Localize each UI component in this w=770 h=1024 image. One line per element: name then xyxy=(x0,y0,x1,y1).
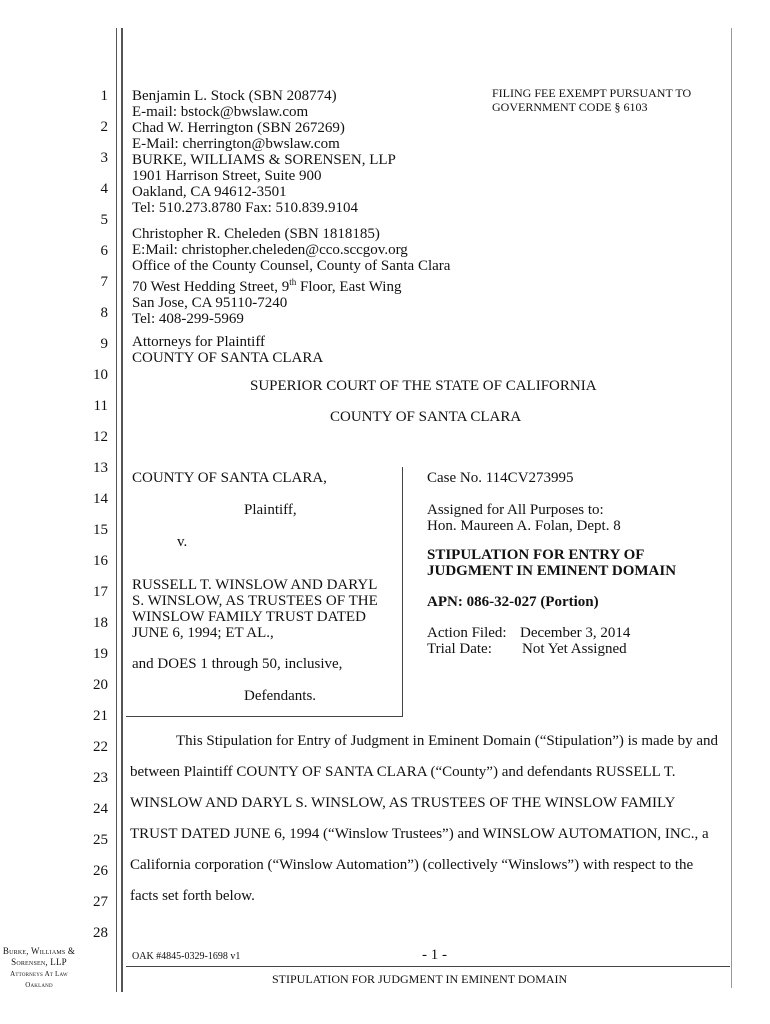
line-number: 20 xyxy=(93,677,108,693)
assigned-judge: Assigned for All Purposes to: Hon. Maureen A. Folan, Dept. 8 xyxy=(427,502,621,534)
line-number: 16 xyxy=(93,553,108,569)
left-margin-double-line xyxy=(116,28,117,992)
caption-vertical-divider xyxy=(402,467,403,717)
line-number: 11 xyxy=(93,398,108,414)
trial-date-value: Not Yet Assigned xyxy=(522,641,627,657)
trial-date-label: Trial Date: xyxy=(427,641,492,657)
footer-title: STIPULATION FOR JUDGMENT IN EMINENT DOMAIN xyxy=(272,972,568,986)
document-title: STIPULATION FOR ENTRY OF JUDGMENT IN EMINENT DOMAIN xyxy=(427,547,677,579)
line-number: 2 xyxy=(100,119,108,135)
versus: v. xyxy=(177,534,188,550)
line-number: 3 xyxy=(100,150,108,166)
line-number: 22 xyxy=(93,739,108,755)
line-number: 27 xyxy=(93,894,108,910)
line-number: 15 xyxy=(93,522,108,538)
action-filed-value: December 3, 2014 xyxy=(520,625,631,641)
line-number: 12 xyxy=(93,429,108,445)
body-line: between Plaintiff COUNTY OF SANTA CLARA (“County”) and defendants RUSSELL T. xyxy=(130,764,676,780)
caption-bottom-rule xyxy=(126,716,403,717)
filing-fee-exempt: FILING FEE EXEMPT PURSUANT TO GOVERNMENT CODE § 6103 xyxy=(492,86,692,114)
line-number: 8 xyxy=(100,305,108,321)
line-number: 23 xyxy=(93,770,108,786)
court-name: SUPERIOR COURT OF THE STATE OF CALIFORNIA xyxy=(250,378,597,394)
line-number: 19 xyxy=(93,646,108,662)
line-number: 28 xyxy=(93,925,108,941)
line-number: 14 xyxy=(93,491,108,507)
right-margin-line xyxy=(731,28,732,988)
defendants-role: Defendants. xyxy=(244,688,317,704)
line-number: 1 xyxy=(100,88,108,104)
line-number: 6 xyxy=(100,243,108,259)
attorneys-for-plaintiff: Attorneys for Plaintiff COUNTY OF SANTA CLARA xyxy=(132,334,324,366)
body-line: TRUST DATED JUNE 6, 1994 (“Winslow Trustees”) and WINSLOW AUTOMATION, INC., a xyxy=(130,826,709,842)
counsel-block-2: Christopher R. Cheleden (SBN 1818185) E:Mail: christopher.cheleden@cco.sccgov.org Office of the County Counsel, County of Santa Clara 70 West Hedding Street, 9th Floor, East Wing San Jose, CA 95110-7240 Tel: 408-299-5969 xyxy=(132,226,451,327)
document-id: OAK #4845-0329-1698 v1 xyxy=(132,951,241,962)
line-number: 4 xyxy=(100,181,108,197)
line-number: 18 xyxy=(93,615,108,631)
line-number: 13 xyxy=(93,460,108,476)
plaintiff-name: COUNTY OF SANTA CLARA, xyxy=(132,470,327,486)
line-number: 9 xyxy=(100,336,108,352)
body-line: This Stipulation for Entry of Judgment in Eminent Domain (“Stipulation”) is made by and xyxy=(176,733,718,749)
body-line: facts set forth below. xyxy=(130,888,255,904)
body-line: WINSLOW AND DARYL S. WINSLOW, AS TRUSTEES OF THE WINSLOW FAMILY xyxy=(130,795,676,811)
counsel-block-1: Benjamin L. Stock (SBN 208774) E-mail: bstock@bwslaw.com Chad W. Herrington (SBN 267269) E-Mail: cherrington@bwslaw.com BURKE, WILLIAMS & SORENSEN, LLP 1901 Harrison Street, Suite 900 Oakland, CA 94612-3501 Tel: 510.273.8780 Fax: 510.839.9104 xyxy=(132,88,396,216)
line-number: 17 xyxy=(93,584,108,600)
line-number: 10 xyxy=(93,367,108,383)
line-number: 24 xyxy=(93,801,108,817)
case-number: Case No. 114CV273995 xyxy=(427,470,574,486)
line-number: 25 xyxy=(93,832,108,848)
does-defendants: and DOES 1 through 50, inclusive, xyxy=(132,656,343,672)
line-number: 5 xyxy=(100,212,108,228)
court-county: COUNTY OF SANTA CLARA xyxy=(330,409,522,425)
footer-rule xyxy=(126,966,730,967)
line-number: 26 xyxy=(93,863,108,879)
page-number: - 1 - xyxy=(422,947,447,963)
line-number: 21 xyxy=(93,708,108,724)
action-filed-label: Action Filed: xyxy=(427,625,507,641)
counsel-address-line: 70 West Hedding Street, 9th Floor, East Wing xyxy=(132,277,402,295)
defendant-names: RUSSELL T. WINSLOW AND DARYL S. WINSLOW, AS TRUSTEES OF THE WINSLOW FAMILY TRUST DATED JUNE 6, 1994; ET AL., xyxy=(132,577,378,641)
left-margin-double-line-inner xyxy=(121,28,123,992)
body-line: California corporation (“Winslow Automation”) (collectively “Winslows”) with respect to the xyxy=(130,857,694,873)
apn: APN: 086-32-027 (Portion) xyxy=(427,594,599,610)
plaintiff-role: Plaintiff, xyxy=(244,502,297,518)
line-number: 7 xyxy=(100,274,108,290)
